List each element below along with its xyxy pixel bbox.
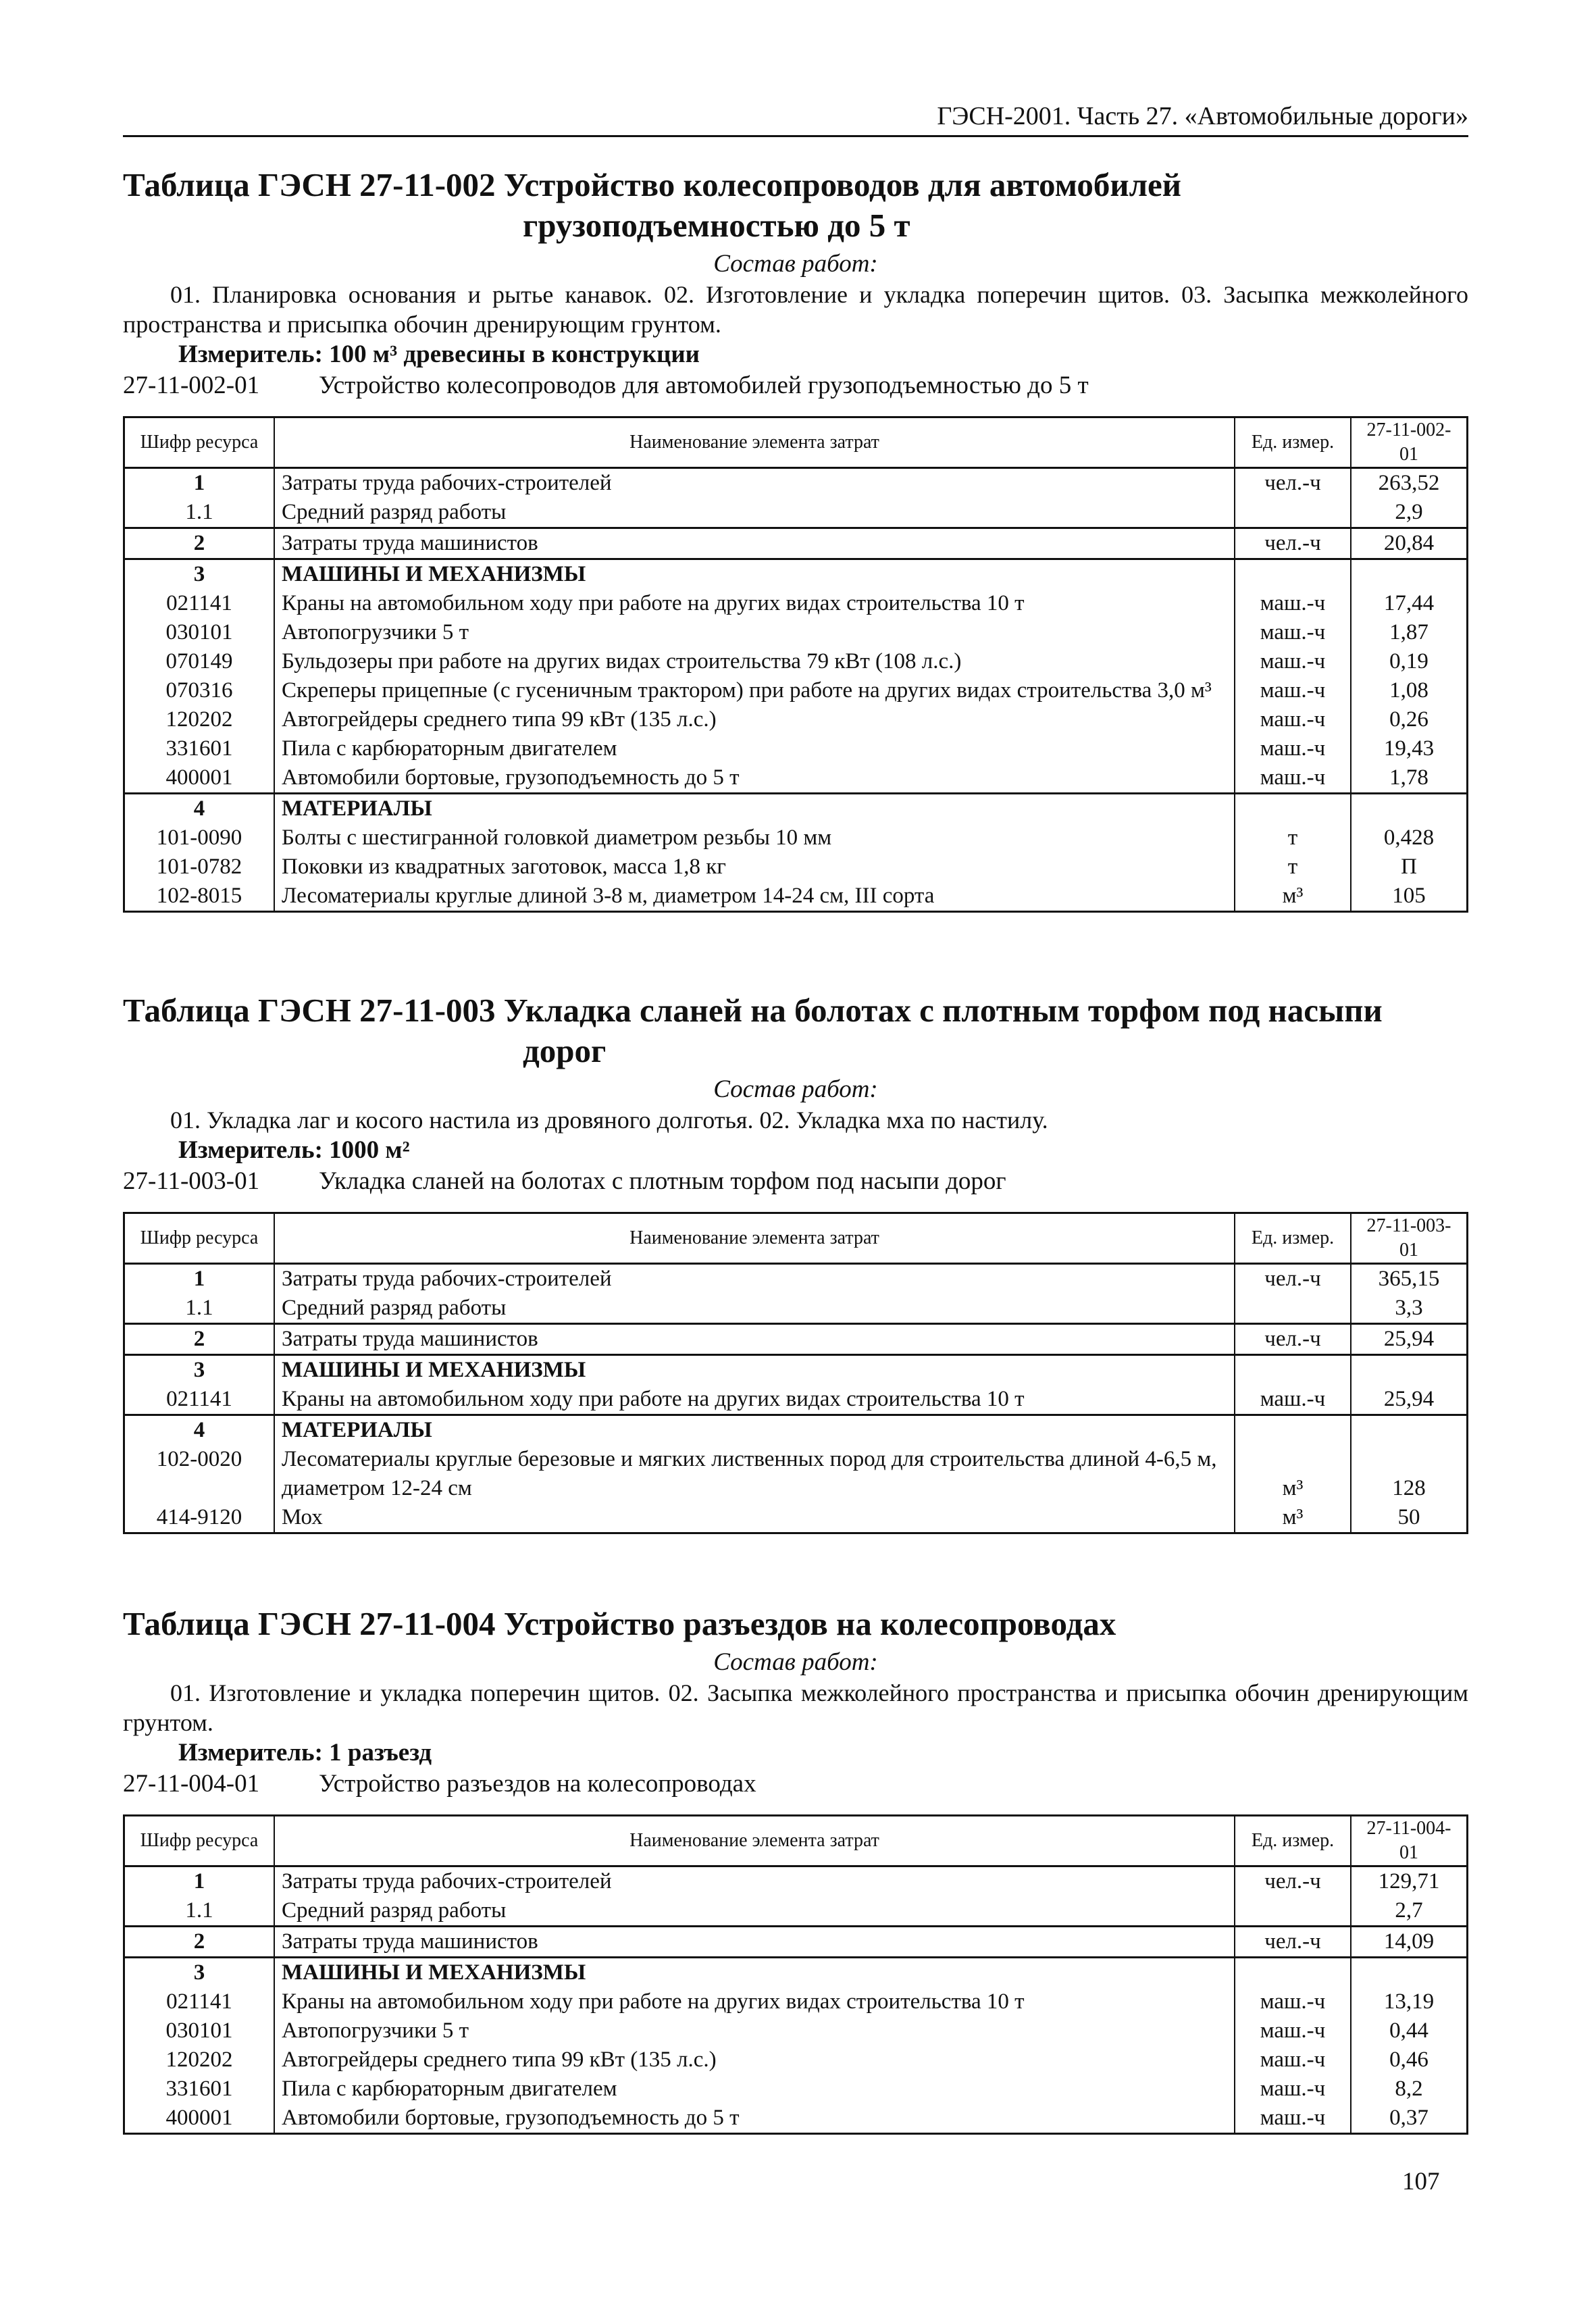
cell-unit	[1235, 498, 1351, 528]
col-header-code: Шифр ресурса	[124, 1213, 275, 1264]
table-row	[124, 559, 1468, 590]
table-row	[124, 794, 1468, 824]
table-row	[124, 1503, 1468, 1533]
cell-value: 20,84	[1351, 528, 1468, 559]
cell-value: 3,3	[1351, 1294, 1468, 1324]
cell-code: 4	[124, 1415, 275, 1446]
cell-name: Автогрейдеры среднего типа 99 кВт (135 л.с.)	[274, 2045, 1235, 2075]
table-row	[124, 1445, 1468, 1503]
cell-name: МАТЕРИАЛЫ	[274, 794, 1235, 824]
col-header-norm: 27-11-003-01	[1351, 1213, 1468, 1264]
table-row	[124, 1896, 1468, 1927]
table-row	[124, 705, 1468, 734]
norm-text: Устройство колесопроводов для автомобилей грузоподъемностью до 5 т	[319, 372, 1089, 399]
cell-name: Средний разряд работы	[274, 1294, 1235, 1324]
cell-value: 2,9	[1351, 498, 1468, 528]
cell-code: 030101	[124, 2016, 275, 2045]
cell-value: 128	[1351, 1445, 1468, 1503]
cell-code: 331601	[124, 734, 275, 763]
table-header-row	[124, 1213, 1468, 1264]
work-composition-heading: Состав работ:	[713, 1648, 878, 1676]
resource-table	[123, 416, 1468, 913]
cell-code: 101-0090	[124, 823, 275, 853]
cell-name: Затраты труда машинистов	[274, 1927, 1235, 1958]
cell-name: МАТЕРИАЛЫ	[274, 1415, 1235, 1446]
table-row	[124, 1958, 1468, 1988]
section-27-11-002	[123, 165, 1468, 913]
cell-value: 1,78	[1351, 763, 1468, 794]
cell-value: 2,7	[1351, 1896, 1468, 1927]
table-row	[124, 589, 1468, 618]
cell-name: Мох	[274, 1503, 1235, 1533]
col-header-code: Шифр ресурса	[124, 417, 275, 468]
table-row	[124, 647, 1468, 676]
cell-name: Средний разряд работы	[274, 498, 1235, 528]
running-header: ГЭСН-2001. Часть 27. «Автомобильные дороги»	[123, 101, 1468, 137]
cell-name: Скреперы прицепные (с гусеничным трактором) при работе на других видах строительства 3,0 м³	[274, 676, 1235, 705]
table-header-row	[124, 417, 1468, 468]
cell-name: Автомобили бортовые, грузоподъемность до 5 т	[274, 2104, 1235, 2134]
table-row	[124, 882, 1468, 912]
cell-value	[1351, 1415, 1468, 1446]
resource-table	[123, 1814, 1468, 2135]
cell-name: Автопогрузчики 5 т	[274, 2016, 1235, 2045]
cell-code: 400001	[124, 2104, 275, 2134]
cell-value: 50	[1351, 1503, 1468, 1533]
cell-name: Лесоматериалы круглые длиной 3-8 м, диаметром 14-24 см, III сорта	[274, 882, 1235, 912]
cell-unit: чел.-ч	[1235, 1866, 1351, 1897]
cell-code: 2	[124, 1927, 275, 1958]
cell-value	[1351, 794, 1468, 824]
cell-unit	[1235, 1294, 1351, 1324]
cell-unit	[1235, 1958, 1351, 1988]
table-header-row	[124, 1816, 1468, 1866]
table-row	[124, 1264, 1468, 1294]
table-row	[124, 1355, 1468, 1386]
cell-code: 070316	[124, 676, 275, 705]
table-row	[124, 1294, 1468, 1324]
cell-unit	[1235, 559, 1351, 590]
cell-unit: маш.-ч	[1235, 618, 1351, 647]
cell-unit: маш.-ч	[1235, 2045, 1351, 2075]
measurement-unit: Измеритель: 100 м³ древесины в конструкции	[178, 340, 700, 368]
cell-code: 021141	[124, 1385, 275, 1415]
cell-value: 19,43	[1351, 734, 1468, 763]
norm-line	[123, 370, 1468, 401]
cell-name: Автопогрузчики 5 т	[274, 618, 1235, 647]
table-row	[124, 1385, 1468, 1415]
cell-unit: маш.-ч	[1235, 647, 1351, 676]
cell-unit: маш.-ч	[1235, 2104, 1351, 2134]
cell-unit: чел.-ч	[1235, 468, 1351, 499]
cell-value: 1,87	[1351, 618, 1468, 647]
norm-line	[123, 1166, 1468, 1197]
section-27-11-003	[123, 990, 1468, 1534]
table-row	[124, 2104, 1468, 2134]
cell-unit: маш.-ч	[1235, 763, 1351, 794]
cell-unit: чел.-ч	[1235, 1324, 1351, 1355]
cell-value: 0,428	[1351, 823, 1468, 853]
col-header-norm: 27-11-002-01	[1351, 417, 1468, 468]
cell-name: МАШИНЫ И МЕХАНИЗМЫ	[274, 1958, 1235, 1988]
table-title-line-1: Таблица ГЭСН 27-11-003 Укладка сланей на болотах с плотным торфом под насыпи	[123, 992, 1383, 1029]
cell-unit: м³	[1235, 882, 1351, 912]
cell-name: Поковки из квадратных заготовок, масса 1,8 кг	[274, 853, 1235, 882]
cell-value: 25,94	[1351, 1385, 1468, 1415]
norm-code: 27-11-002-01	[123, 372, 260, 399]
norm-text: Укладка сланей на болотах с плотным торфом под насыпи дорог	[319, 1167, 1006, 1195]
cell-code: 1.1	[124, 1896, 275, 1927]
cell-name: Болты с шестигранной головкой диаметром резьбы 10 мм	[274, 823, 1235, 853]
table-row	[124, 1866, 1468, 1897]
cell-name: Краны на автомобильном ходу при работе на других видах строительства 10 т	[274, 589, 1235, 618]
norm-text: Устройство разъездов на колесопроводах	[319, 1770, 756, 1798]
cell-value: 263,52	[1351, 468, 1468, 499]
table-row	[124, 853, 1468, 882]
cell-code: 120202	[124, 2045, 275, 2075]
col-header-norm: 27-11-004-01	[1351, 1816, 1468, 1866]
cell-name: Автогрейдеры среднего типа 99 кВт (135 л.с.)	[274, 705, 1235, 734]
table-title	[123, 1604, 1468, 1644]
cell-name: Пила с карбюраторным двигателем	[274, 2075, 1235, 2104]
table-title	[123, 990, 1468, 1071]
cell-value: 0,26	[1351, 705, 1468, 734]
cell-name: Затраты труда машинистов	[274, 528, 1235, 559]
cell-code: 3	[124, 1355, 275, 1386]
cell-value: 105	[1351, 882, 1468, 912]
table-row	[124, 618, 1468, 647]
cell-code: 2	[124, 1324, 275, 1355]
col-header-unit: Ед. измер.	[1235, 1213, 1351, 1264]
cell-value: 0,37	[1351, 2104, 1468, 2134]
table-row	[124, 734, 1468, 763]
cell-code: 4	[124, 794, 275, 824]
measurement-unit: Измеритель: 1000 м²	[178, 1136, 410, 1164]
cell-unit	[1235, 794, 1351, 824]
cell-unit: т	[1235, 853, 1351, 882]
cell-name: Лесоматериалы круглые березовые и мягких лиственных пород для строительства длиной 4-6,5 м, диаметром 12-24 см	[274, 1445, 1235, 1503]
col-header-code: Шифр ресурса	[124, 1816, 275, 1866]
table-row	[124, 1415, 1468, 1446]
work-composition-heading: Состав работ:	[713, 1075, 878, 1103]
cell-unit: маш.-ч	[1235, 2016, 1351, 2045]
cell-code: 021141	[124, 589, 275, 618]
cell-name: Затраты труда рабочих-строителей	[274, 1264, 1235, 1294]
table-row	[124, 676, 1468, 705]
work-description: 01. Изготовление и укладка поперечин щитов. 02. Засыпка межколейного пространства и присыпка обочин дренирующим грунтом.	[123, 1679, 1468, 1736]
col-header-name: Наименование элемента затрат	[274, 1213, 1235, 1264]
cell-unit: маш.-ч	[1235, 1987, 1351, 2016]
cell-code: 070149	[124, 647, 275, 676]
cell-code: 414-9120	[124, 1503, 275, 1533]
cell-value	[1351, 559, 1468, 590]
norm-code: 27-11-004-01	[123, 1770, 260, 1798]
table-row	[124, 1927, 1468, 1958]
cell-value: 129,71	[1351, 1866, 1468, 1897]
cell-value: 14,09	[1351, 1927, 1468, 1958]
cell-unit: чел.-ч	[1235, 1927, 1351, 1958]
cell-value: 365,15	[1351, 1264, 1468, 1294]
cell-name: Бульдозеры при работе на других видах строительства 79 кВт (108 л.с.)	[274, 647, 1235, 676]
cell-code: 1	[124, 468, 275, 499]
table-title-line-1: Таблица ГЭСН 27-11-002 Устройство колесопроводов для автомобилей	[123, 166, 1182, 203]
table-title-line-2: грузоподъемностью до 5 т	[523, 207, 910, 244]
cell-code: 2	[124, 528, 275, 559]
table-row	[124, 1324, 1468, 1355]
cell-value: 0,46	[1351, 2045, 1468, 2075]
cell-unit: чел.-ч	[1235, 528, 1351, 559]
cell-unit: маш.-ч	[1235, 676, 1351, 705]
resource-table	[123, 1212, 1468, 1534]
cell-value: П	[1351, 853, 1468, 882]
table-row	[124, 1987, 1468, 2016]
cell-unit: маш.-ч	[1235, 2075, 1351, 2104]
cell-unit: м³	[1235, 1503, 1351, 1533]
cell-value	[1351, 1958, 1468, 1988]
work-description: 01. Укладка лаг и косого настила из дровяного долготья. 02. Укладка мха по настилу.	[170, 1107, 1048, 1134]
table-title-line-1: Таблица ГЭСН 27-11-004 Устройство разъездов на колесопроводах	[123, 1605, 1116, 1642]
cell-unit	[1235, 1415, 1351, 1446]
cell-value: 0,44	[1351, 2016, 1468, 2045]
table-row	[124, 2075, 1468, 2104]
cell-code: 120202	[124, 705, 275, 734]
page-number: 107	[1402, 2168, 1440, 2195]
col-header-unit: Ед. измер.	[1235, 1816, 1351, 1866]
cell-code: 102-0020	[124, 1445, 275, 1503]
cell-code: 021141	[124, 1987, 275, 2016]
table-row	[124, 468, 1468, 499]
section-27-11-004	[123, 1604, 1468, 2135]
col-header-name: Наименование элемента затрат	[274, 417, 1235, 468]
cell-code: 400001	[124, 763, 275, 794]
table-row	[124, 763, 1468, 794]
cell-unit: т	[1235, 823, 1351, 853]
cell-name: МАШИНЫ И МЕХАНИЗМЫ	[274, 1355, 1235, 1386]
cell-unit	[1235, 1355, 1351, 1386]
cell-name: Затраты труда рабочих-строителей	[274, 1866, 1235, 1897]
cell-value	[1351, 1355, 1468, 1386]
cell-name: Затраты труда машинистов	[274, 1324, 1235, 1355]
cell-unit: чел.-ч	[1235, 1264, 1351, 1294]
cell-unit: маш.-ч	[1235, 1385, 1351, 1415]
cell-name: Автомобили бортовые, грузоподъемность до 5 т	[274, 763, 1235, 794]
work-composition-heading: Состав работ:	[713, 250, 878, 278]
cell-unit: маш.-ч	[1235, 734, 1351, 763]
cell-code: 1	[124, 1866, 275, 1897]
col-header-name: Наименование элемента затрат	[274, 1816, 1235, 1866]
measurement-unit: Измеритель: 1 разъезд	[178, 1739, 432, 1766]
table-title-line-2: дорог	[523, 1032, 607, 1069]
table-row	[124, 528, 1468, 559]
cell-code: 1	[124, 1264, 275, 1294]
cell-unit: м³	[1235, 1445, 1351, 1503]
cell-value: 25,94	[1351, 1324, 1468, 1355]
cell-code: 331601	[124, 2075, 275, 2104]
cell-value: 1,08	[1351, 676, 1468, 705]
cell-code: 3	[124, 559, 275, 590]
cell-name: Краны на автомобильном ходу при работе на других видах строительства 10 т	[274, 1385, 1235, 1415]
work-description: 01. Планировка основания и рытье канавок. 02. Изготовление и укладка поперечин щитов. 03. Засыпка межколейного пространства и присыпка обочин дренирующим грунтом.	[123, 281, 1468, 338]
cell-value: 13,19	[1351, 1987, 1468, 2016]
cell-name: Краны на автомобильном ходу при работе на других видах строительства 10 т	[274, 1987, 1235, 2016]
cell-code: 1.1	[124, 498, 275, 528]
table-row	[124, 2016, 1468, 2045]
cell-value: 17,44	[1351, 589, 1468, 618]
cell-unit: маш.-ч	[1235, 705, 1351, 734]
table-row	[124, 823, 1468, 853]
cell-code: 101-0782	[124, 853, 275, 882]
cell-name: Средний разряд работы	[274, 1896, 1235, 1927]
cell-name: МАШИНЫ И МЕХАНИЗМЫ	[274, 559, 1235, 590]
cell-code: 102-8015	[124, 882, 275, 912]
col-header-unit: Ед. измер.	[1235, 417, 1351, 468]
cell-unit	[1235, 1896, 1351, 1927]
cell-unit: маш.-ч	[1235, 589, 1351, 618]
cell-name: Затраты труда рабочих-строителей	[274, 468, 1235, 499]
norm-code: 27-11-003-01	[123, 1167, 260, 1195]
cell-code: 1.1	[124, 1294, 275, 1324]
table-row	[124, 2045, 1468, 2075]
cell-value: 0,19	[1351, 647, 1468, 676]
norm-line	[123, 1769, 1468, 1800]
cell-code: 030101	[124, 618, 275, 647]
cell-code: 3	[124, 1958, 275, 1988]
table-title	[123, 165, 1468, 246]
cell-name: Пила с карбюраторным двигателем	[274, 734, 1235, 763]
cell-value: 8,2	[1351, 2075, 1468, 2104]
table-row	[124, 498, 1468, 528]
